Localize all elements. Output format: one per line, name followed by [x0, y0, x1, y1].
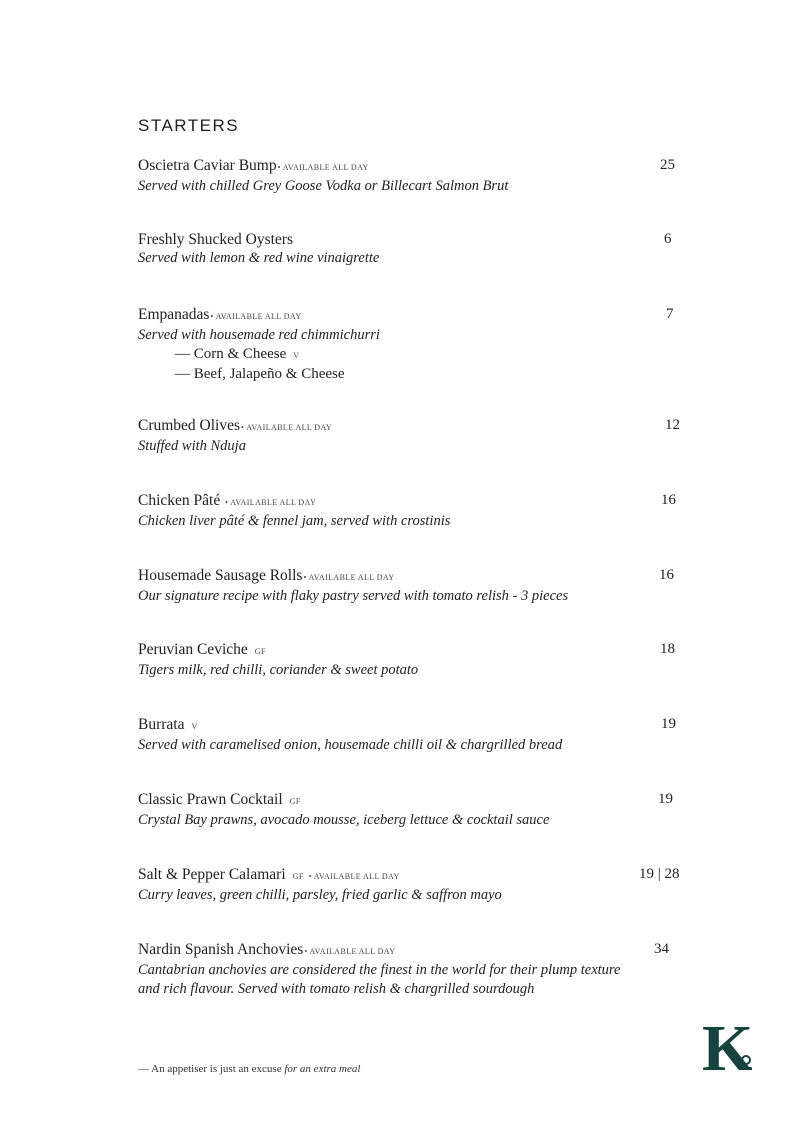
availability-tag: • AVAILABLE ALL DAY: [303, 573, 395, 582]
item-price: 16: [661, 492, 676, 508]
diet-tag: V: [191, 722, 198, 731]
availability-tag: • AVAILABLE ALL DAY: [304, 947, 396, 956]
item-description: Tigers milk, red chilli, coriander & sweet potato: [138, 662, 419, 678]
menu-item: [138, 305, 698, 384]
footer-text: — An appetiser is just an excuse: [138, 1063, 282, 1075]
item-description: Stuffed with Nduja: [138, 438, 246, 454]
item-description: Curry leaves, green chilli, parsley, fried garlic & saffron mayo: [138, 887, 502, 903]
item-name: Empanadas: [138, 306, 210, 323]
item-heading: [138, 156, 698, 177]
menu-item: [138, 491, 698, 531]
item-description: Served with lemon & red wine vinaigrette: [138, 250, 380, 266]
item-price: 25: [660, 157, 675, 173]
item-description: Served with caramelised onion, housemade chilli oil & chargrilled bread: [138, 737, 563, 753]
footer-quote: [138, 1063, 360, 1075]
menu-item: [138, 940, 698, 999]
item-name: Classic Prawn Cocktail: [138, 791, 283, 808]
item-option: [175, 365, 698, 384]
item-heading: [138, 940, 698, 961]
item-description: Crystal Bay prawns, avocado mousse, iceberg lettuce & cocktail sauce: [138, 812, 550, 828]
item-price: 6: [664, 231, 672, 247]
availability-tag: • AVAILABLE ALL DAY: [225, 498, 317, 507]
availability-tag: • AVAILABLE ALL DAY: [308, 872, 400, 881]
option-label: — Beef, Jalapeño & Cheese: [175, 366, 345, 382]
diet-tag: V: [293, 351, 300, 360]
item-name: Chicken Pâté: [138, 492, 221, 509]
menu-item: [138, 640, 698, 680]
item-heading: [138, 865, 698, 886]
diet-tag: GF: [292, 872, 304, 881]
item-price: 19 | 28: [639, 866, 680, 882]
menu-item: [138, 865, 698, 905]
section-title: STARTERS: [138, 116, 240, 135]
brand-logo: [700, 1012, 752, 1076]
menu-item: [138, 790, 698, 830]
k-logo-icon: [700, 1012, 752, 1076]
item-name: Oscietra Caviar Bump: [138, 157, 277, 174]
item-description: Our signature recipe with flaky pastry served with tomato relish - 3 pieces: [138, 588, 569, 604]
item-description: Served with chilled Grey Goose Vodka or Billecart Salmon Brut: [138, 178, 509, 194]
item-description: Cantabrian anchovies are considered the finest in the world for their plump texture: [138, 962, 621, 978]
item-name: Freshly Shucked Oysters: [138, 231, 293, 248]
item-name: Crumbed Olives: [138, 417, 241, 434]
item-heading: [138, 790, 698, 811]
footer-emphasis: for an extra meal: [284, 1063, 361, 1075]
item-heading: [138, 491, 698, 512]
item-price: 7: [666, 306, 674, 322]
item-price: 19: [661, 716, 676, 732]
item-description: Chicken liver pâté & fennel jam, served with crostinis: [138, 513, 451, 529]
item-heading: [138, 566, 698, 587]
item-name: Peruvian Ceviche: [138, 641, 248, 658]
item-description-continued: and rich flavour. Served with tomato relish & chargrilled sourdough: [138, 981, 535, 997]
item-price: 34: [654, 941, 669, 957]
item-description: Served with housemade red chimmichurri: [138, 327, 380, 343]
item-name: Salt & Pepper Calamari: [138, 866, 286, 883]
item-name: Housemade Sausage Rolls: [138, 567, 303, 584]
menu-item: [138, 715, 698, 755]
item-option: [175, 345, 698, 365]
diet-tag: GF: [254, 647, 266, 656]
availability-tag: • AVAILABLE ALL DAY: [277, 163, 369, 172]
option-label: — Corn & Cheese: [175, 346, 287, 362]
menu-item: [138, 230, 698, 268]
item-heading: [138, 230, 698, 249]
diet-tag: GF: [289, 797, 301, 806]
availability-tag: • AVAILABLE ALL DAY: [241, 423, 333, 432]
item-price: 19: [658, 791, 673, 807]
item-heading: [138, 416, 698, 437]
item-price: 18: [660, 641, 675, 657]
item-heading: [138, 640, 698, 661]
item-price: 12: [665, 417, 680, 433]
menu-item: [138, 566, 698, 606]
item-price: 16: [659, 567, 674, 583]
item-heading: [138, 715, 698, 736]
menu-item: [138, 416, 698, 456]
item-name: Nardin Spanish Anchovies: [138, 941, 304, 958]
menu-item: [138, 156, 698, 196]
item-heading: [138, 305, 698, 326]
availability-tag: • AVAILABLE ALL DAY: [210, 312, 302, 321]
item-name: Burrata: [138, 716, 185, 733]
logo-letter: K: [702, 1012, 752, 1076]
